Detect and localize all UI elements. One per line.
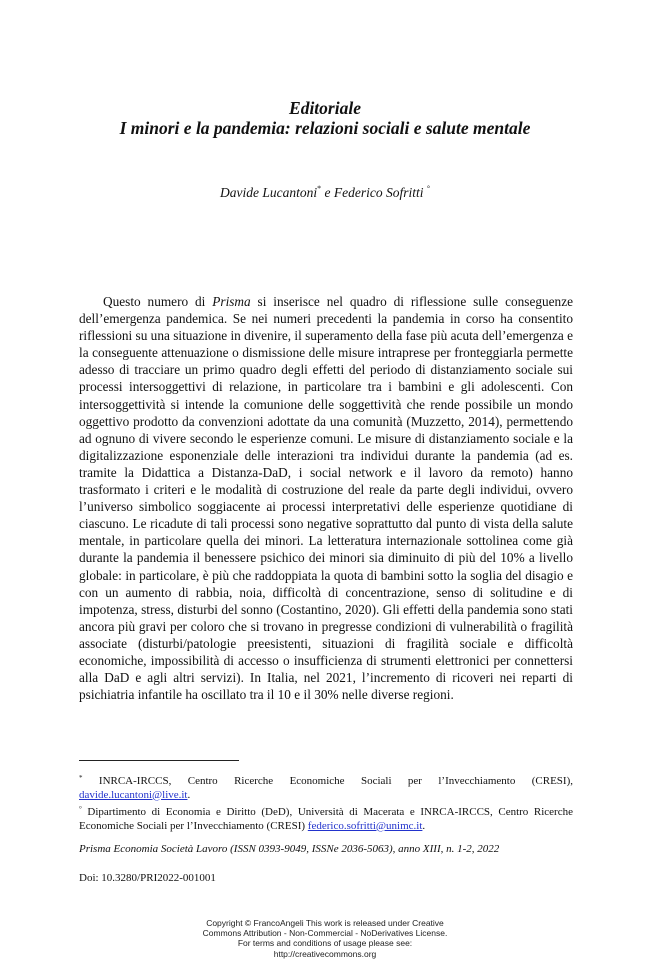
footnote-divider bbox=[79, 760, 239, 761]
paragraph-text: si inserisce nel quadro di riflessione sulle conseguenze dell’emergenza pandemica. Se nei numeri precedenti la pandemia in corso ha consentito riflessioni su una situazione in divenire, il superamento della fase più acuta dell’emergenza e la conseguente attenuazione o dismissione delle misure intraprese per fronteggiarla permette adesso di tracciare un primo quadro degli effetti del periodo di distanziamento sociale sui processi intersoggettivi di relazione, in particolare tra i bambini e gli adolescenti. Con intersoggettività si intende la comunione delle soggettività che rende possibile un mondo oggettivo prodotto da convenzioni adottate da una comunità (Muzzetto, 2014), permettendo ad ognuno di vivere secondo le esperienze comuni. Le misure di distanziamento sociale e la digitalizzazione esponenziale delle interazioni tra individui durante la pandemia (ad es. tramite la Didattica a Distanza-DaD, i social network e il lavoro da remoto) hanno trasformato i criteri e le modalità di costruzione del reale da parte degli individui, ovvero l’universo simbolico soggiacente ai processi interpretativi delle esperienze quotidiane di ciascuno. Le ricadute di tali processi sono negative soprattutto dal punto di vista della salute mentale, in particolare quella dei minori. La letteratura internazionale sottolinea come già durante la pandemia il benessere psichico dei minori sia diminuito di più del 10% a livello globale: in particolare, è più che raddoppiata la quota di bambini sotto la soglia del disagio e con un aumento di rabbia, noia, difficoltà di concentrazione, senso di solitudine e di impotenza, stress, disturbi del sonno (Costantino, 2020). Gli effetti della pandemia sono stati ancora più gravi per coloro che si trovano in pregresse condizioni di vulnerabilità o fragilità associate (disturbi/patologie preesistenti, situazioni di fragilità sociale e difficoltà economiche, impossibilità di accesso o insufficienza di strumenti elettronici per connettersi alla DaD e agli altri servizi). In Italia, nel 2021, l’incremento di ricoveri nei reparti di psichiatria infantile ha oscillato tra il 10 e il 30% nelle diverse regioni. bbox=[79, 294, 574, 703]
journal-citation: Prisma Economia Società Lavoro (ISSN 0393-9049, ISSNe 2036-5063), anno XIII, n. 1-2, 2022 bbox=[79, 843, 500, 855]
license-line: Commons Attribution - Non-Commercial - NoDerivatives License. bbox=[202, 928, 448, 939]
footnote-mark: * bbox=[79, 774, 83, 782]
footnote-text: INRCA-IRCCS, Centro Ricerche Economiche Sociali per l’Invecchiamento (CRESI), bbox=[82, 775, 573, 787]
footnote-mark: ° bbox=[79, 805, 82, 813]
footnote-end: . bbox=[187, 788, 191, 801]
author-affiliation-mark: ° bbox=[426, 184, 431, 193]
email-link[interactable]: federico.sofritti@unimc.it bbox=[307, 819, 423, 832]
author-affiliation-mark: * bbox=[317, 184, 322, 193]
author-connector: e bbox=[321, 185, 334, 200]
doi-line: Doi: 10.3280/PRI2022-001001 bbox=[79, 872, 216, 884]
license-url[interactable]: http://creativecommons.org bbox=[273, 948, 377, 959]
license-line: For terms and conditions of usage please see: bbox=[237, 938, 413, 949]
footnote-1 bbox=[79, 772, 573, 802]
editorial-label: Editoriale bbox=[289, 98, 361, 118]
footnote-end: . bbox=[422, 819, 426, 832]
author-name: Davide Lucantoni bbox=[219, 185, 318, 200]
footnote-text: Dipartimento di Economia e Diritto (DeD), Università di Macerata e INRCA-IRCCS, Centro Ricerche Economiche Sociali per l’Invecchiamento (CRESI) bbox=[79, 806, 573, 832]
article-title: I minori e la pandemia: relazioni sociali e salute mentale bbox=[119, 118, 531, 138]
paragraph-intro: Questo numero di bbox=[103, 294, 213, 309]
license-line: Copyright © FrancoAngeli This work is released under Creative bbox=[206, 918, 444, 928]
author-line bbox=[0, 184, 650, 201]
journal-name: Prisma bbox=[212, 294, 251, 309]
body-paragraph bbox=[79, 293, 573, 703]
author-name: Federico Sofritti bbox=[333, 185, 424, 200]
license-notice bbox=[0, 918, 650, 959]
footnote-2 bbox=[79, 803, 573, 833]
email-link[interactable]: davide.lucantoni@live.it bbox=[79, 788, 188, 801]
